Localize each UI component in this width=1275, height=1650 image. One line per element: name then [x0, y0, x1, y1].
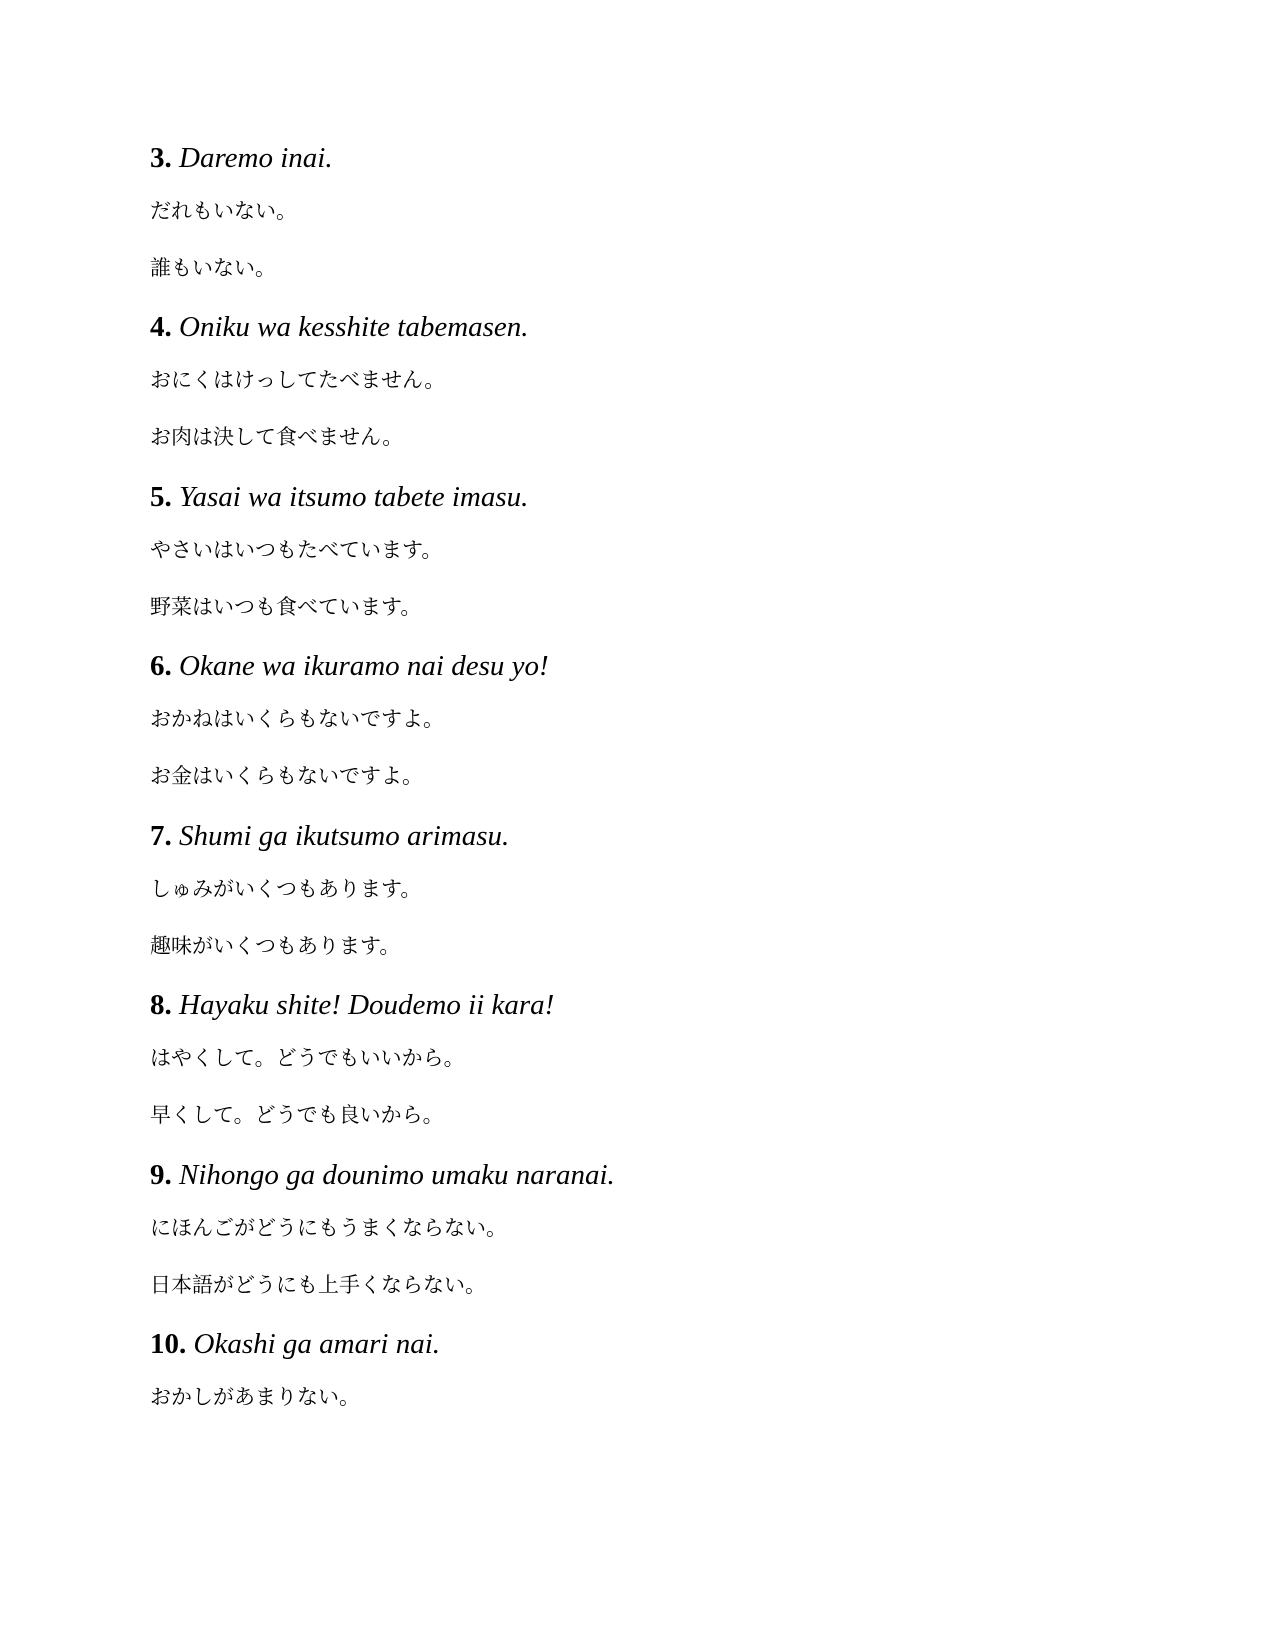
kanji-line: 誰もいない。	[150, 256, 276, 280]
entry-number: 6.	[150, 650, 172, 682]
romaji-line	[150, 988, 554, 1022]
romaji-text: Yasai wa itsumo tabete imasu.	[179, 481, 529, 513]
entry-number: 9.	[150, 1159, 172, 1191]
entry-number: 4.	[150, 311, 172, 343]
kana-line: おかねはいくらもないですよ。	[150, 707, 444, 731]
kana-line: おかしがあまりない。	[150, 1385, 360, 1409]
kanji-line: 日本語がどうにも上手くならない。	[150, 1273, 486, 1297]
romaji-text: Okane wa ikuramo nai desu yo!	[179, 650, 549, 682]
romaji-text: Oniku wa kesshite tabemasen.	[179, 311, 529, 343]
kanji-line: 早くして。どうでも良いから。	[150, 1103, 444, 1127]
kanji-line: お肉は決して食べません。	[150, 425, 404, 449]
entry-number: 3.	[150, 142, 172, 174]
romaji-text: Daremo inai.	[179, 142, 333, 174]
romaji-text: Nihongo ga dounimo umaku naranai.	[179, 1159, 615, 1191]
romaji-text: Okashi ga amari nai.	[193, 1328, 440, 1360]
romaji-text: Shumi ga ikutsumo arimasu.	[179, 820, 510, 852]
kanji-line: 野菜はいつも食べています。	[150, 595, 422, 619]
romaji-line	[150, 1327, 440, 1361]
entry-number: 7.	[150, 820, 172, 852]
kana-line: しゅみがいくつもあります。	[150, 877, 422, 901]
kanji-line: 趣味がいくつもあります。	[150, 934, 401, 958]
romaji-line	[150, 310, 529, 344]
romaji-line	[150, 649, 549, 683]
entry-number: 5.	[150, 481, 172, 513]
romaji-line	[150, 480, 528, 514]
kana-line: やさいはいつもたべています。	[150, 538, 443, 562]
romaji-line	[150, 1158, 615, 1192]
romaji-line	[150, 141, 333, 175]
romaji-text: Hayaku shite! Doudemo ii kara!	[179, 989, 555, 1021]
kanji-line: お金はいくらもないですよ。	[150, 764, 423, 788]
kana-line: だれもいない。	[150, 199, 297, 223]
kana-line: はやくして。どうでもいいから。	[150, 1046, 465, 1070]
entry-number: 10.	[150, 1328, 187, 1360]
entry-number: 8.	[150, 989, 172, 1021]
kana-line: おにくはけっしてたべません。	[150, 368, 446, 392]
kana-line: にほんごがどうにもうまくならない。	[150, 1216, 507, 1240]
romaji-line	[150, 819, 509, 853]
